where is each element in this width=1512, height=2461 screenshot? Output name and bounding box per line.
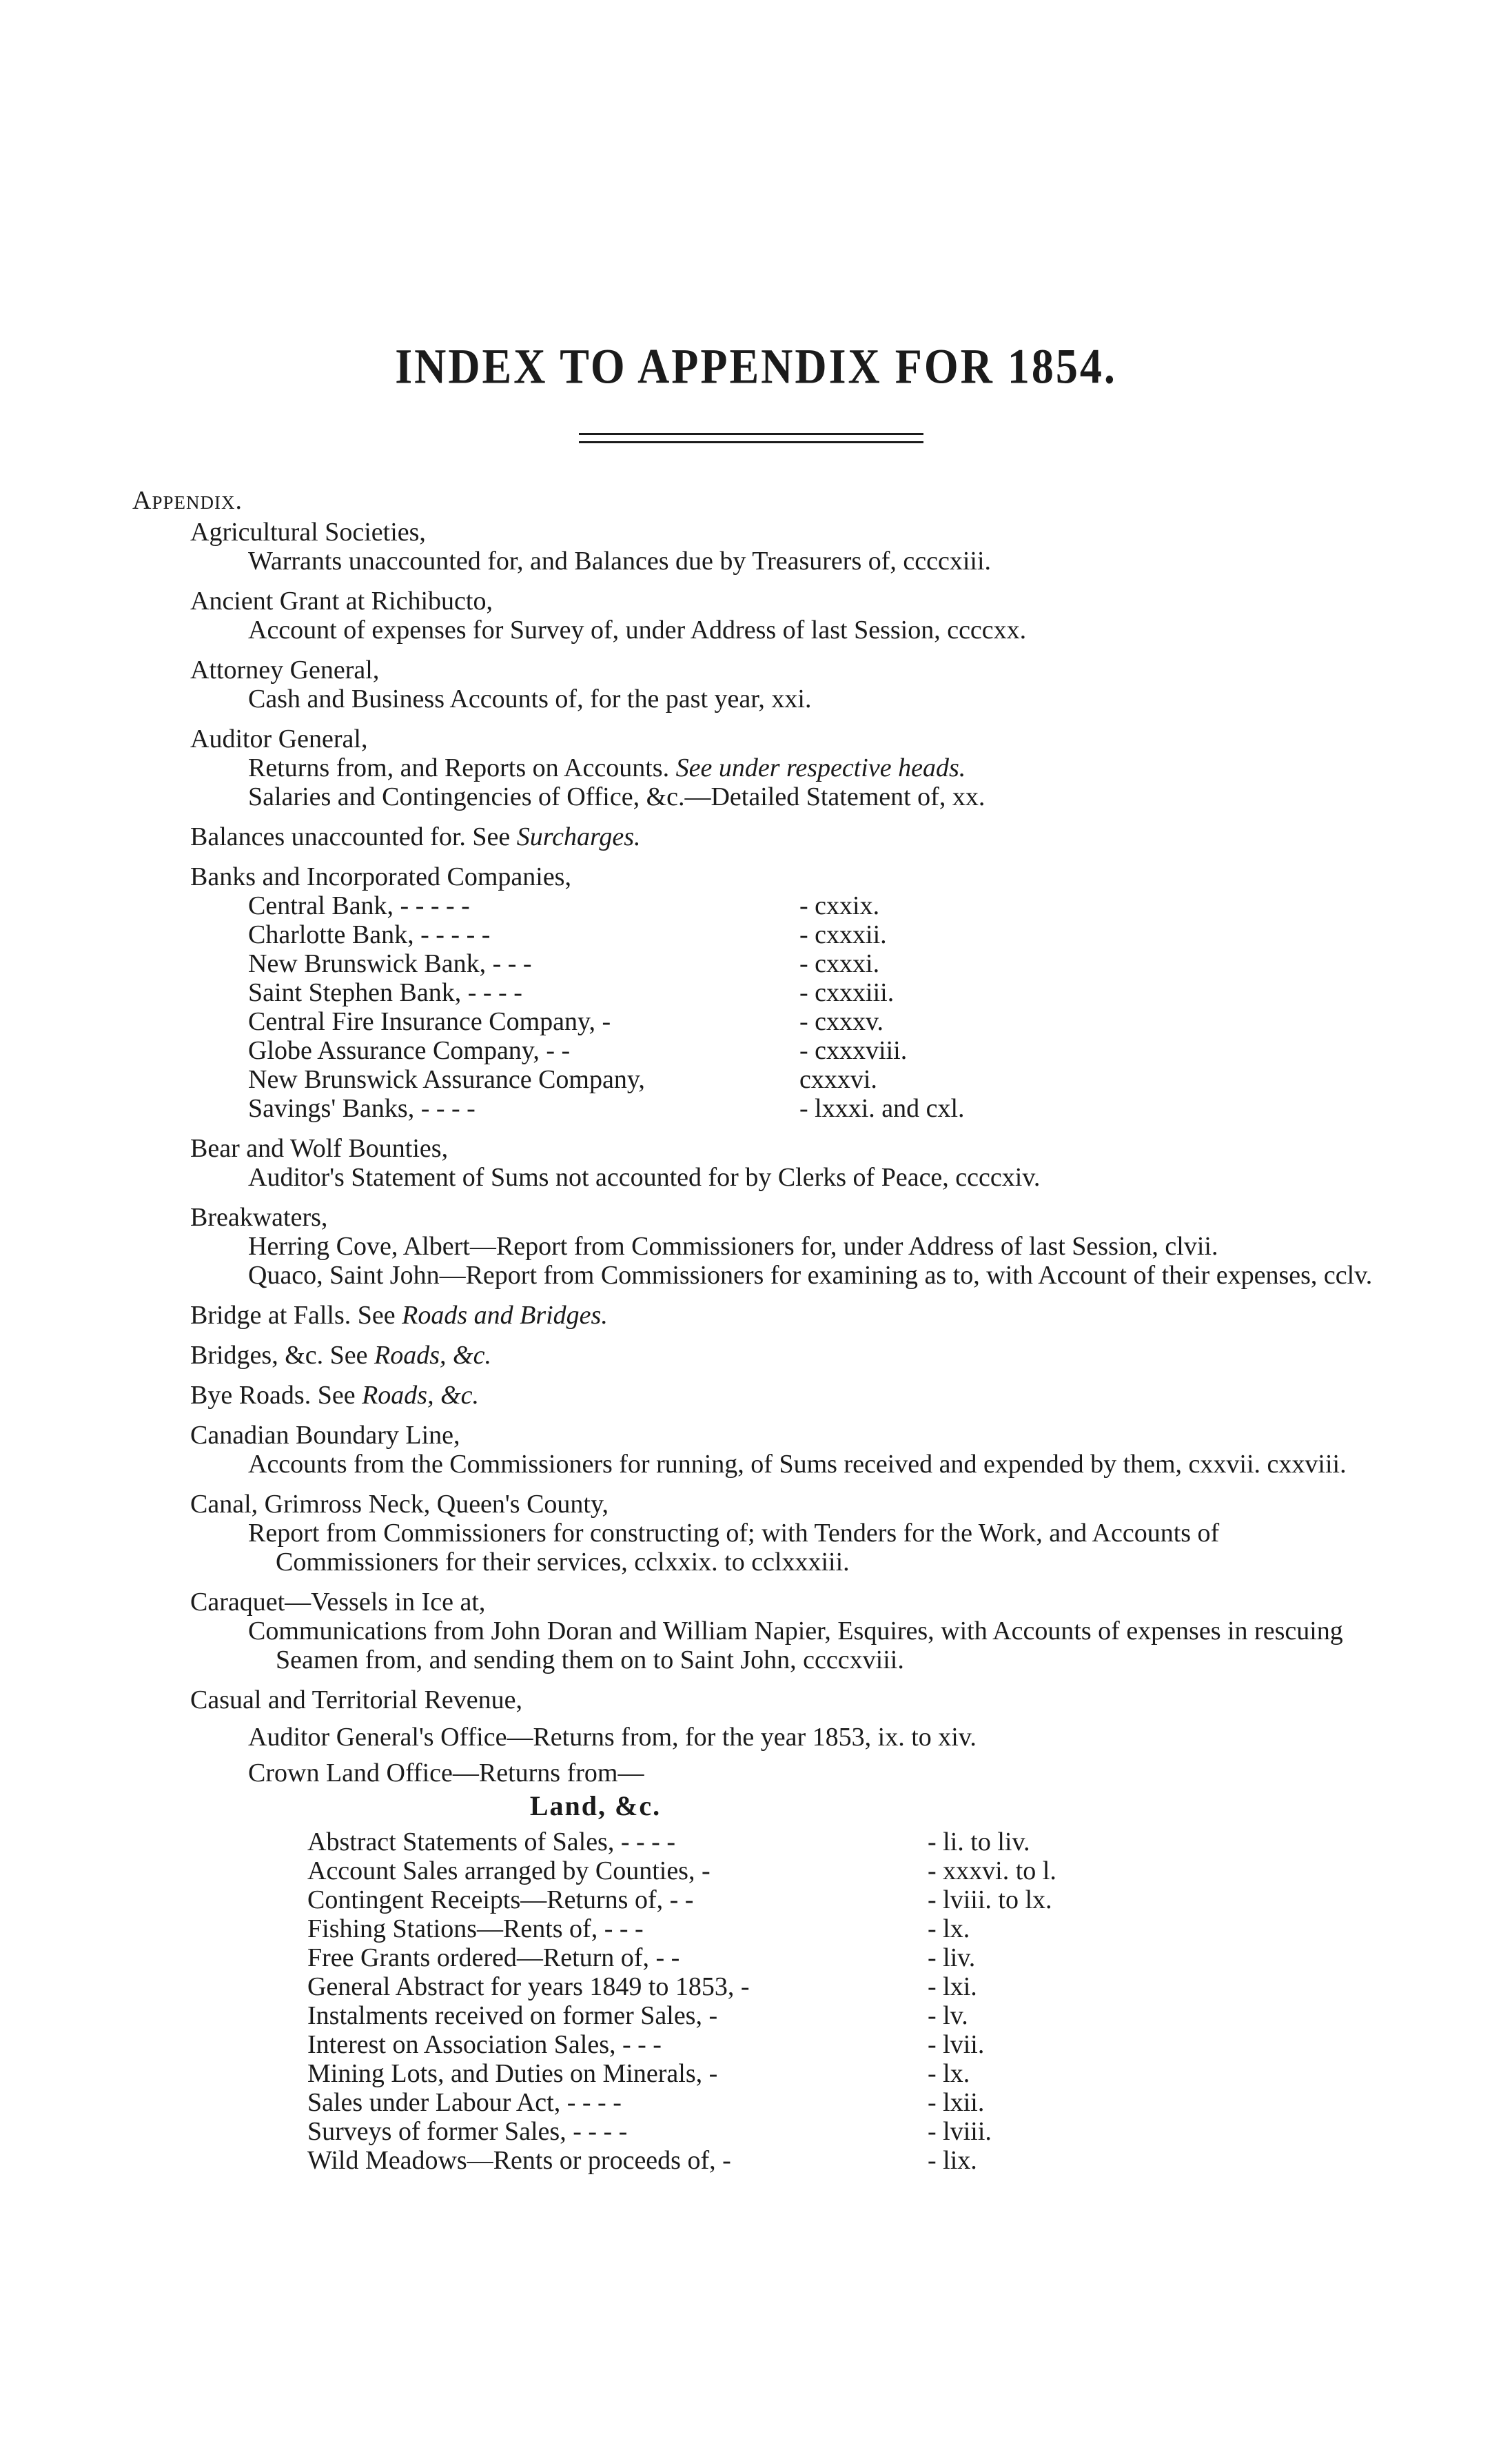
- entry-line: Account of expenses for Survey of, under Address of last Session, ccccxx.: [248, 616, 1027, 645]
- index-entry: [190, 725, 1387, 811]
- list-item: [307, 1856, 1387, 1885]
- item-name: Wild Meadows—Rents or proceeds of, -: [307, 2146, 731, 2175]
- item-page-ref: - lx.: [928, 2059, 970, 2088]
- index-entry: [190, 1588, 1387, 1674]
- index-entry: [190, 1421, 1387, 1479]
- list-item: [248, 891, 1387, 920]
- entry-line: Crown Land Office—Returns from—: [248, 1759, 644, 1787]
- index-entry: [190, 1490, 1387, 1577]
- item-name: Sales under Labour Act, - - - -: [307, 2088, 622, 2117]
- list-item: [307, 1914, 1387, 1943]
- list-item: [307, 2146, 1387, 2175]
- entry-head: [190, 1341, 1387, 1370]
- item-name: Surveys of former Sales, - - - -: [307, 2117, 628, 2146]
- entry-head: Ancient Grant at Richibucto,: [190, 587, 493, 616]
- list-item: [248, 1065, 1387, 1094]
- list-item: [248, 1007, 1387, 1036]
- item-page-ref: cxxxvi.: [799, 1065, 877, 1094]
- entry-line: [248, 753, 1387, 782]
- item-page-ref: - lxi.: [928, 1972, 977, 2001]
- item-page-ref: - cxxix.: [799, 891, 880, 920]
- item-page-ref: - cxxxiii.: [799, 978, 895, 1007]
- index-content: [132, 486, 1387, 2186]
- item-page-ref: - lv.: [928, 2001, 968, 2030]
- item-page-ref: - cxxxviii.: [799, 1036, 908, 1065]
- list-item: [307, 2088, 1387, 2117]
- index-entry-casual: [190, 1685, 1387, 2175]
- list-item: [248, 920, 1387, 949]
- index-entry: [190, 587, 1387, 645]
- entry-head: Bear and Wolf Bounties,: [190, 1134, 449, 1163]
- entry-head: Banks and Incorporated Companies,: [190, 862, 571, 891]
- entry-see-ref: Surcharges.: [516, 822, 641, 851]
- item-name: Saint Stephen Bank, - - - -: [248, 978, 522, 1007]
- entry-see-ref: Roads and Bridges.: [402, 1301, 608, 1330]
- index-entry: [190, 822, 1387, 851]
- index-entry: [190, 1381, 1387, 1410]
- index-entry-banks: [190, 862, 1387, 1123]
- item-name: New Brunswick Assurance Company,: [248, 1065, 645, 1094]
- index-entry: [190, 656, 1387, 713]
- title-rule-top: [579, 433, 923, 435]
- entry-head: Agricultural Societies,: [190, 518, 426, 547]
- list-item: [307, 2117, 1387, 2146]
- appendix-label: Appendix.: [132, 486, 243, 515]
- index-entry: [190, 1341, 1387, 1370]
- item-name: Central Fire Insurance Company, -: [248, 1007, 611, 1036]
- entry-head-text: Balances unaccounted for. See: [190, 822, 517, 851]
- item-page-ref: - cxxxi.: [799, 949, 880, 978]
- entry-head: [190, 1381, 1387, 1410]
- item-page-ref: - lvii.: [928, 2030, 985, 2059]
- entry-head: Casual and Territorial Revenue,: [190, 1685, 523, 1714]
- entry-head: Breakwaters,: [190, 1203, 328, 1232]
- item-page-ref: - lx.: [928, 1914, 970, 1943]
- entry-head-text: Bye Roads. See: [190, 1381, 362, 1410]
- title-rule-bottom: [579, 441, 923, 443]
- entry-head: Canadian Boundary Line,: [190, 1421, 460, 1450]
- entry-see-ref: Roads, &c.: [374, 1341, 491, 1370]
- entry-line: Auditor's Statement of Sums not accounted for by Clerks of Peace, ccccxiv.: [248, 1163, 1041, 1192]
- item-name: Free Grants ordered—Return of, - -: [307, 1943, 680, 1972]
- list-item: [248, 978, 1387, 1007]
- list-item: [307, 2001, 1387, 2030]
- land-list: [190, 1827, 1387, 2175]
- item-page-ref: - lix.: [928, 2146, 977, 2175]
- item-page-ref: - xxxvi. to l.: [928, 1856, 1056, 1885]
- list-item: [248, 1094, 1387, 1123]
- banks-list: [190, 891, 1387, 1123]
- item-name: Instalments received on former Sales, -: [307, 2001, 718, 2030]
- item-page-ref: - li. to liv.: [928, 1827, 1030, 1856]
- entry-line: Accounts from the Commissioners for running, of Sums received and expended by them, cxxvii. cxxviii.: [248, 1450, 1347, 1479]
- entry-head-text: Bridges, &c. See: [190, 1341, 375, 1370]
- entry-head: [190, 1301, 1387, 1330]
- entry-line: Auditor General's Office—Returns from, for the year 1853, ix. to xiv.: [248, 1723, 977, 1752]
- list-item: [307, 2059, 1387, 2088]
- item-name: New Brunswick Bank, - - -: [248, 949, 532, 978]
- item-name: Savings' Banks, - - - -: [248, 1094, 476, 1123]
- entry-line: Quaco, Saint John—Report from Commissioners for examining as to, with Account of their expenses, cclv.: [248, 1261, 1373, 1290]
- entry-line: Salaries and Contingencies of Office, &c.—Detailed Statement of, xx.: [248, 782, 985, 811]
- entry-line: Warrants unaccounted for, and Balances due by Treasurers of, ccccxiii.: [248, 547, 992, 576]
- item-name: Globe Assurance Company, - -: [248, 1036, 571, 1065]
- list-item: [307, 1885, 1387, 1914]
- entry-head: Attorney General,: [190, 656, 380, 685]
- item-name: Interest on Association Sales, - - -: [307, 2030, 662, 2059]
- item-name: Abstract Statements of Sales, - - - -: [307, 1827, 675, 1856]
- item-name: Charlotte Bank, - - - - -: [248, 920, 491, 949]
- item-page-ref: - lviii. to lx.: [928, 1885, 1052, 1914]
- entry-head: [190, 822, 1387, 851]
- item-name: Account Sales arranged by Counties, -: [307, 1856, 711, 1885]
- item-page-ref: - lviii.: [928, 2117, 992, 2146]
- entry-head-text: Bridge at Falls. See: [190, 1301, 402, 1330]
- page-title: INDEX TO APPENDIX FOR 1854.: [395, 338, 1117, 394]
- list-item: [307, 1972, 1387, 2001]
- entry-head: Auditor General,: [190, 725, 368, 753]
- index-entry: [190, 518, 1387, 576]
- item-name: Contingent Receipts—Returns of, - -: [307, 1885, 694, 1914]
- subgroup-title: Land, &c.: [529, 1790, 662, 1821]
- item-page-ref: - lxxxi. and cxl.: [799, 1094, 965, 1123]
- list-item: [248, 949, 1387, 978]
- entry-line: Report from Commissioners for constructing of; with Tenders for the Work, and Accounts of Commissioners for their services, cclxxix. to cclxxxiii.: [248, 1519, 1220, 1577]
- item-page-ref: - cxxxv.: [799, 1007, 884, 1036]
- list-item: [307, 2030, 1387, 2059]
- entry-see-ref: See under respective heads.: [675, 753, 966, 782]
- item-name: Mining Lots, and Duties on Minerals, -: [307, 2059, 718, 2088]
- index-entry: [190, 1134, 1387, 1192]
- entry-line: Cash and Business Accounts of, for the past year, xxi.: [248, 685, 812, 713]
- entry-line: Herring Cove, Albert—Report from Commissioners for, under Address of last Session, clvii.: [248, 1232, 1218, 1261]
- entry-line: Communications from John Doran and William Napier, Esquires, with Accounts of expenses in rescuing Seamen from, and sending them on to Saint John, ccccxviii.: [248, 1617, 1343, 1674]
- index-entry: [190, 1203, 1387, 1290]
- item-name: Fishing Stations—Rents of, - - -: [307, 1914, 644, 1943]
- entry-head: Canal, Grimross Neck, Queen's County,: [190, 1490, 609, 1519]
- item-page-ref: - cxxxii.: [799, 920, 887, 949]
- item-name: Central Bank, - - - - -: [248, 891, 470, 920]
- entry-see-ref: Roads, &c.: [362, 1381, 480, 1410]
- list-item: [307, 1827, 1387, 1856]
- list-item: [307, 1943, 1387, 1972]
- entry-line-text: Returns from, and Reports on Accounts.: [248, 753, 676, 782]
- item-page-ref: - liv.: [928, 1943, 976, 1972]
- list-item: [248, 1036, 1387, 1065]
- index-entry: [190, 1301, 1387, 1330]
- item-name: General Abstract for years 1849 to 1853, -: [307, 1972, 750, 2001]
- item-page-ref: - lxii.: [928, 2088, 985, 2117]
- entry-head: Caraquet—Vessels in Ice at,: [190, 1588, 486, 1617]
